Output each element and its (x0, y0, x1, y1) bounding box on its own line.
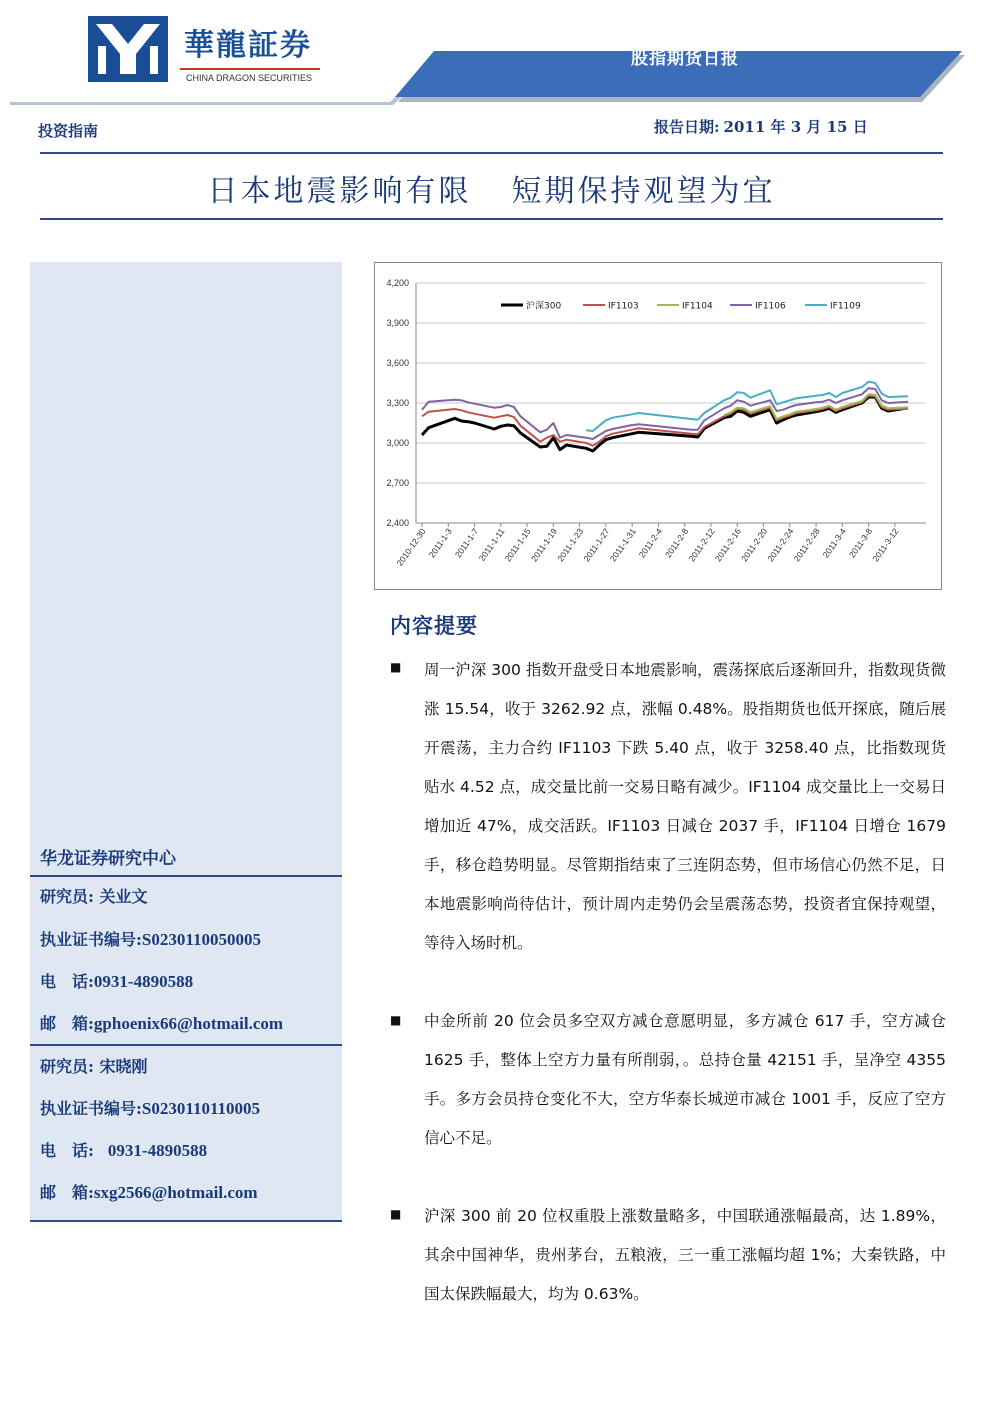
x-tick-label: 2011-1-23 (555, 526, 586, 564)
brand-name-cn: 華龍証券 (184, 28, 312, 63)
researcher-email-row (40, 1011, 283, 1034)
x-tick-label: 2011-2-16 (712, 526, 743, 564)
phone-label: 电 话: (40, 1141, 94, 1160)
x-tick-label: 2011-1-19 (528, 526, 559, 564)
sidebar-rule (30, 875, 342, 877)
chart-canvas (375, 263, 941, 589)
researcher-name-label: 研究员: (40, 1057, 94, 1076)
researcher-phone-row (40, 969, 193, 992)
email-label: 邮 箱: (40, 1183, 94, 1202)
summary-paragraph: 沪深 300 前 20 位权重股上涨数量略多，中国联通涨幅最高，达 1.89%，其余中国神华，贵州茅台，五粮液，三一重工涨幅均超 1%；大秦铁路，中国太保跌幅最大，均为 0.63%。 (424, 1207, 946, 1303)
headline-part1: 日本地震影响有限 (207, 174, 472, 209)
x-tick-label: 2011-3-8 (846, 526, 875, 560)
x-tick-label: 2011-1-15 (502, 526, 533, 564)
x-tick-label: 2011-1-11 (476, 526, 507, 563)
y-tick-label: 3,600 (386, 358, 409, 368)
legend-label: 沪深300 (526, 301, 562, 312)
cert-number: S0230110110005 (141, 1099, 261, 1118)
brand-name-en: CHINA DRAGON SECURITIES (186, 73, 313, 83)
researcher-name-row (40, 1054, 148, 1077)
legend-label: IF1106 (755, 301, 786, 312)
report-date (654, 116, 868, 137)
researcher-name-row (40, 884, 148, 907)
y-tick-label: 2,700 (386, 478, 409, 488)
headline-bottom-rule (40, 218, 943, 220)
x-tick-label: 2010-12-30 (394, 526, 428, 568)
report-date-value: 2011 年 3 月 15 日 (723, 118, 868, 136)
series-line (586, 382, 908, 431)
futures-chart (374, 262, 942, 590)
summary-title: 内容提要 (390, 613, 478, 638)
y-tick-label: 3,900 (386, 318, 409, 328)
legend-label: IF1103 (608, 301, 639, 312)
cert-label: 执业证书编号: (40, 1099, 142, 1118)
headline-top-rule (40, 152, 943, 154)
phone-label: 电 话: (40, 972, 94, 991)
x-tick-label: 2011-3-4 (820, 526, 848, 560)
legend-label: IF1109 (830, 301, 861, 312)
research-center-name: 华龙证券研究中心 (40, 849, 176, 869)
x-tick-label: 2011-2-4 (636, 526, 665, 560)
report-type-title: 股指期货日报 (631, 49, 739, 69)
headline-part2: 短期保持观望为宜 (511, 174, 776, 209)
summary-paragraph: 中金所前 20 位会员多空双方减仓意愿明显，多方减仓 617 手，空方减仓 1625 手，整体上空方力量有所削弱，。总持仓量 42151 手，呈净空 4355 手。多方会员持仓变化不大，空方华泰长城逆市减仓 1001 手，反应了空方信心不足。 (424, 1012, 946, 1147)
x-tick-label: 2011-2-12 (686, 526, 717, 564)
x-tick-label: 2011-2-8 (662, 526, 691, 560)
report-date-label: 报告日期: (654, 118, 720, 136)
researcher-email-row (40, 1180, 258, 1203)
researcher-name-label: 研究员: (40, 887, 94, 906)
header-banner (0, 25, 992, 105)
cert-label: 执业证书编号: (40, 930, 142, 949)
cert-number: S0230110050005 (141, 930, 261, 949)
bullet-icon: ■ (390, 660, 402, 674)
researcher-cert-row (40, 927, 261, 950)
sidebar-panel (30, 262, 342, 1222)
researcher-cert-row (40, 1096, 260, 1119)
x-tick-label: 2011-2-28 (791, 526, 822, 564)
x-tick-label: 2011-2-20 (739, 526, 770, 564)
bullet-icon: ■ (390, 1013, 402, 1027)
x-tick-label: 2011-2-24 (765, 526, 796, 564)
sidebar-rule (30, 1220, 342, 1222)
researcher-phone-row (40, 1138, 207, 1161)
email-link[interactable]: sxg2566@hotmail.com (93, 1183, 258, 1202)
y-tick-label: 4,200 (386, 278, 409, 288)
researcher-name: 关业文 (99, 887, 148, 906)
x-tick-label: 2011-3-12 (870, 526, 901, 564)
x-tick-label: 2011-1-27 (581, 526, 612, 564)
legend-label: IF1104 (682, 301, 713, 312)
x-tick-label: 2011-1-31 (607, 526, 638, 564)
section-guide-label: 投资指南 (38, 122, 99, 140)
y-tick-label: 3,000 (386, 438, 409, 448)
summary-paragraph: 周一沪深 300 指数开盘受日本地震影响，震荡探底后逐渐回升，指数现货微涨 15.54，收于 3262.92 点，涨幅 0.48%。股指期货也低开探底，随后展开震荡，主力合约 IF1103 下跌 5.40 点，收于 3258.40 点，比指数现货贴水 4.52 点，成交量比前一交易日略有减少。IF1104 成交量比上一交易日增加近 47%，成交活跃。IF1103 日减仓 2037 手，IF1104 日增仓 1679 手，移仓趋势明显。尽管期指结束了三连阴态势，但市场信心仍然不足，日本地震影响尚待估计，预计周内走势仍会呈震荡态势，投资者宜保持观望，等待入场时机。 (424, 661, 946, 952)
phone-number: 0931-4890588 (93, 972, 194, 991)
y-tick-label: 3,300 (386, 398, 409, 408)
y-tick-label: 2,400 (386, 518, 409, 528)
headline (40, 166, 943, 210)
phone-number: 0931-4890588 (107, 1141, 208, 1160)
bullet-icon: ■ (390, 1207, 402, 1221)
x-tick-label: 2011-1-3 (426, 526, 454, 560)
sidebar-rule (30, 1044, 342, 1046)
email-label: 邮 箱: (40, 1014, 94, 1033)
researcher-name: 宋晓刚 (99, 1057, 148, 1076)
x-tick-label: 2011-1-7 (452, 526, 481, 560)
email-link[interactable]: gphoenix66@hotmail.com (93, 1014, 284, 1033)
